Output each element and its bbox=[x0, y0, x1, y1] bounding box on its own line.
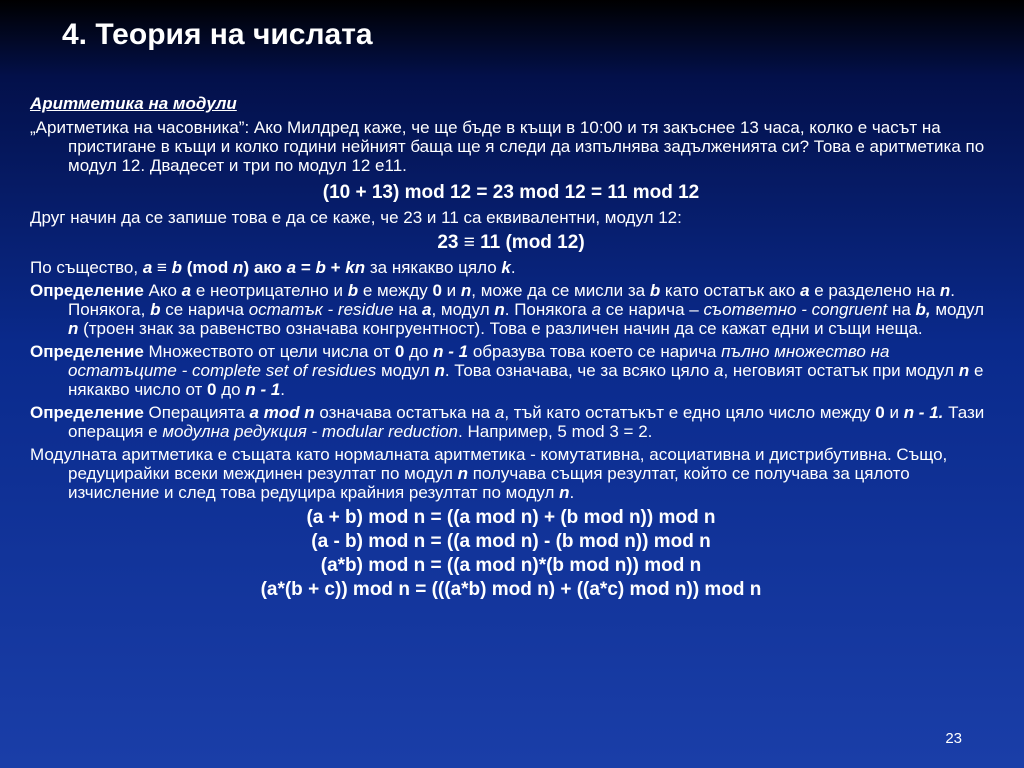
formula-distributive: (a*(b + c)) mod n = (((a*b) mod n) + ((a*c) mod n)) mod n bbox=[260, 579, 762, 600]
equation-mod-example: (10 + 13) mod 12 = 23 mod 12 = 11 mod 12 bbox=[322, 182, 700, 203]
paragraph-modular-arithmetic: Модулната аритметика е същата като нормалната аритметика - комутативна, асоциативна и дистрибутивна. Също, редуцирайки всеки междинен резултат по модул n получава същия резултат, който се получава за цялото изчисление и след това редуцира крайния резултат по модул n. bbox=[30, 445, 948, 502]
page-number: 23 bbox=[945, 730, 962, 747]
formula-multiplication: (a*b) mod n = ((a mod n)*(b mod n)) mod n bbox=[320, 555, 702, 576]
definition-complete-set: Определение Множеството от цели числа от 0 до n - 1 образува това което се нарича пълно множество на остатъците - complete set of residues модул n. Това означава, че за всяко цяло a, неговият остатък при модул n е някакво число от 0 до n - 1. bbox=[30, 342, 984, 399]
formula-addition: (a + b) mod n = ((a mod n) + (b mod n)) mod n bbox=[306, 507, 716, 528]
definition-residue: Определение Ако a е неотрицателно и b е между 0 и n, може да се мисли за b като остатък ако a е разделено на n. Понякога, b се нарича остатък - residue на a, модул n. Понякога a се нарича – съответно - congruent на b, модул n (троен знак за равенство означава конгруентност). Това е различен начин да се кажат едни и същи неща. bbox=[30, 281, 985, 338]
formula-subtraction: (a - b) mod n = ((a mod n) - (b mod n)) mod n bbox=[311, 531, 711, 552]
paragraph-essentially: По същество, a ≡ b (mod n) ако a = b + kn за някакво цяло k. bbox=[30, 258, 516, 277]
section-subtitle: Аритметика на модули bbox=[30, 94, 237, 113]
slide-title: 4. Теория на числата bbox=[62, 18, 373, 51]
equation-congruence: 23 ≡ 11 (mod 12) bbox=[437, 232, 585, 253]
slide-content bbox=[30, 94, 992, 602]
paragraph-clock-arithmetic: „Аритметика на часовника”: Ако Милдред каже, че ще бъде в къщи в 10:00 и тя закъснее 13 часа, колко е часът на пристигане в къщи и колко години нейният баща ще я следи да изпълнява задълженията си? Това е аритметика по модул 12. Двадесет и три по модул 12 е11. bbox=[30, 118, 985, 175]
paragraph-equivalent: Друг начин да се запише това е да се каже, че 23 и 11 са еквивалентни, модул 12: bbox=[30, 208, 682, 227]
definition-mod-operation: Определение Операцията a mod n означава остатъка на a, тъй като остатъкът е едно цяло число между 0 и n - 1. Тази операция е модулна редукция - modular reduction. Например, 5 mod 3 = 2. bbox=[30, 403, 985, 441]
